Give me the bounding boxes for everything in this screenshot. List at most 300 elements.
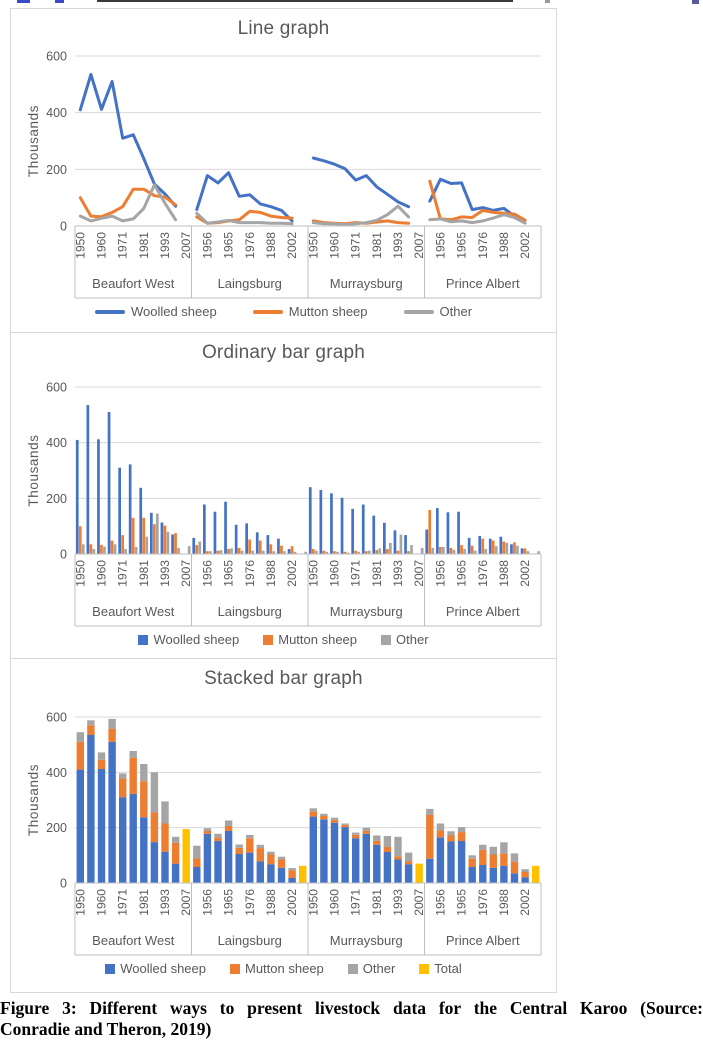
y-tick-label: 0: [60, 876, 67, 891]
x-axis: [73, 226, 541, 298]
series-stacked: [77, 719, 540, 883]
bar-other: [463, 549, 466, 554]
stack-mutton-sheep: [172, 843, 179, 864]
bar-mutton-sheep: [386, 549, 389, 554]
bar-other: [167, 532, 170, 554]
stack-woolled-sheep: [119, 797, 126, 883]
x-tick-label: 1950: [306, 889, 321, 916]
x-tick-label: 1988: [263, 560, 278, 587]
legend-swatch-woolled-sheep: [138, 635, 148, 645]
stack-mutton-sheep: [140, 781, 147, 817]
x-tick-label: 1981: [369, 889, 384, 916]
region-label: Beaufort West: [92, 604, 175, 619]
bar-woolled-sheep: [192, 538, 195, 554]
bar-woolled-sheep: [351, 509, 354, 554]
total-bar: [532, 866, 539, 883]
stack-woolled-sheep: [490, 868, 497, 883]
stack-other: [257, 845, 264, 848]
legend-item-label: Woolled sheep: [130, 304, 217, 319]
chart-card-stacked-bar-graph: [10, 658, 557, 993]
stack-other: [214, 834, 221, 838]
x-tick-label: 2002: [285, 560, 300, 587]
bar-mutton-sheep: [142, 518, 145, 554]
stack-mutton-sheep: [108, 729, 115, 742]
stack-other: [87, 720, 94, 725]
bar-other: [484, 549, 487, 554]
x-tick-label: 1976: [475, 560, 490, 587]
bar-woolled-sheep: [235, 525, 238, 554]
bar-other: [198, 542, 201, 555]
legend-item-label: Mutton sheep: [278, 632, 358, 647]
x-tick-label: 1956: [433, 560, 448, 587]
stack-other: [384, 836, 391, 847]
stack-mutton-sheep: [363, 831, 370, 834]
bar-woolled-sheep: [288, 549, 291, 554]
x-tick-label: 2007: [412, 560, 427, 587]
y-tick-label: 0: [60, 219, 67, 234]
stack-other: [225, 821, 232, 827]
stack-woolled-sheep: [447, 842, 454, 884]
bar-woolled-sheep: [171, 535, 174, 555]
bar-woolled-sheep: [372, 516, 375, 554]
bar-mutton-sheep: [90, 544, 93, 554]
stack-other: [331, 818, 338, 820]
bar-mutton-sheep: [227, 549, 230, 554]
legend-item: [105, 961, 206, 976]
bar-other: [93, 549, 96, 554]
stack-other: [130, 751, 137, 758]
legend-item: [404, 304, 473, 319]
legend-swatch-other: [348, 964, 358, 974]
bar-mutton-sheep: [195, 545, 198, 554]
line-mutton-sheep: [80, 189, 175, 217]
stack-woolled-sheep: [511, 873, 518, 883]
stack-other: [373, 835, 380, 841]
x-tick-label: 1993: [391, 560, 406, 587]
caption-line-2: Conradie and Theron, 2019): [0, 1019, 212, 1040]
bar-other: [124, 549, 127, 554]
bar-woolled-sheep: [309, 487, 312, 554]
x-tick-label: 1956: [433, 232, 448, 259]
bar-woolled-sheep: [267, 535, 270, 554]
bar-other: [442, 547, 445, 554]
x-tick-label: 1950: [73, 889, 88, 916]
stack-mutton-sheep: [161, 824, 168, 852]
x-tick-label: 2007: [179, 889, 194, 916]
region-label: Beaufort West: [92, 276, 175, 291]
stack-other: [521, 869, 528, 872]
stack-mutton-sheep: [331, 820, 338, 823]
x-tick-label: 2002: [285, 232, 300, 259]
x-tick-label: 1960: [327, 889, 342, 916]
x-tick-label: 1960: [94, 560, 109, 587]
stack-other: [426, 809, 433, 815]
region-label: Prince Albert: [445, 933, 520, 948]
cutoff-text-fragment: [55, 0, 64, 3]
stack-woolled-sheep: [246, 853, 253, 883]
bar-woolled-sheep: [436, 508, 439, 554]
x-tick-label: 1981: [136, 560, 151, 587]
stack-other: [288, 868, 295, 870]
legend-item-label: Other: [362, 961, 396, 976]
x-tick-label: 1988: [263, 232, 278, 259]
x-tick-label: 1960: [94, 232, 109, 259]
x-tick-label: 2002: [518, 889, 533, 916]
bar-other: [378, 548, 381, 554]
bar-woolled-sheep: [108, 412, 111, 554]
x-tick-label: 1956: [200, 560, 215, 587]
series-line: [80, 74, 525, 224]
chart-card-line-graph: [10, 8, 557, 333]
stack-woolled-sheep: [437, 837, 444, 883]
bar-mutton-sheep: [481, 539, 484, 554]
x-tick-label: 1971: [348, 232, 363, 259]
region-label: Laingsburg: [217, 276, 282, 291]
legend-item-label: Other: [439, 304, 473, 319]
stack-woolled-sheep: [204, 834, 211, 883]
legend-item: [263, 632, 357, 647]
bar-mutton-sheep: [428, 510, 431, 554]
stack-woolled-sheep: [267, 864, 274, 883]
stack-mutton-sheep: [193, 858, 200, 867]
x-tick-label: 1993: [158, 232, 173, 259]
stack-woolled-sheep: [479, 865, 486, 883]
x-tick-label: 1956: [433, 889, 448, 916]
x-tick-label: 2002: [518, 232, 533, 259]
bar-woolled-sheep: [383, 523, 386, 554]
bar-woolled-sheep: [214, 512, 217, 554]
x-tick-label: 2007: [179, 560, 194, 587]
bar-woolled-sheep: [129, 464, 132, 554]
x-tick-label: 1993: [391, 889, 406, 916]
y-axis-title: Thousands: [26, 434, 41, 507]
y-tick-label: 200: [46, 821, 67, 836]
y-axis-title: Thousands: [26, 763, 41, 837]
stack-mutton-sheep: [246, 838, 253, 852]
bar-mutton-sheep: [174, 533, 177, 554]
x-tick-label: 1993: [158, 889, 173, 916]
figure-caption: [0, 998, 703, 1041]
x-tick-label: 2002: [285, 889, 300, 916]
x-tick-label: 1965: [454, 889, 469, 916]
stack-other: [310, 808, 317, 811]
line-woolled-sheep: [313, 158, 408, 207]
bar-other: [188, 546, 191, 554]
bar-other: [103, 547, 106, 555]
bar-mutton-sheep: [111, 541, 114, 554]
legend-swatch-mutton-sheep: [263, 635, 273, 645]
bar-other: [516, 546, 519, 554]
stack-other: [479, 845, 486, 850]
stack-other: [267, 852, 274, 855]
stack-mutton-sheep: [310, 812, 317, 817]
bar-woolled-sheep: [161, 523, 164, 555]
stack-woolled-sheep: [257, 861, 264, 883]
stack-woolled-sheep: [108, 742, 115, 883]
bar-woolled-sheep: [97, 439, 100, 554]
line-woolled-sheep: [80, 74, 175, 206]
bar-other: [506, 543, 509, 554]
ordinary-bar-graph-plot-svg: [11, 333, 556, 658]
bar-mutton-sheep: [503, 542, 506, 555]
stack-other: [172, 837, 179, 843]
stack-mutton-sheep: [447, 835, 454, 841]
chart-legend: [11, 304, 556, 319]
x-axis: [73, 883, 541, 955]
stack-other: [204, 828, 211, 831]
bar-mutton-sheep: [132, 518, 135, 554]
bar-mutton-sheep: [280, 546, 283, 554]
stack-woolled-sheep: [151, 842, 158, 883]
legend-item-label: Woolled sheep: [153, 632, 240, 647]
stack-woolled-sheep: [77, 770, 84, 883]
bar-woolled-sheep: [425, 530, 428, 555]
region-label: Murraysburg: [329, 933, 403, 948]
stack-other: [437, 824, 444, 831]
legend-swatch-mutton-sheep: [253, 310, 283, 314]
stack-mutton-sheep: [236, 848, 243, 854]
stack-woolled-sheep: [394, 860, 401, 884]
bar-mutton-sheep: [513, 542, 516, 554]
bar-mutton-sheep: [460, 545, 463, 554]
bar-other: [400, 535, 403, 555]
x-tick-label: 1956: [200, 232, 215, 259]
region-label: Laingsburg: [217, 933, 282, 948]
x-tick-label: 1988: [263, 889, 278, 916]
y-tick-label: 400: [46, 106, 67, 121]
stack-mutton-sheep: [373, 841, 380, 845]
x-tick-label: 1976: [475, 232, 490, 259]
legend-swatch-other: [404, 310, 434, 314]
bar-other: [177, 548, 180, 554]
legend-swatch-mutton-sheep: [230, 964, 240, 974]
legend-item-label: Mutton sheep: [288, 304, 368, 319]
series-bar: [76, 405, 540, 554]
bar-other: [82, 544, 85, 554]
x-tick-label: 1950: [306, 232, 321, 259]
stack-other: [98, 752, 105, 760]
bar-woolled-sheep: [277, 539, 280, 554]
stack-woolled-sheep: [405, 864, 412, 883]
legend-swatch-other: [381, 635, 391, 645]
bar-mutton-sheep: [375, 550, 378, 554]
x-tick-label: 1981: [136, 889, 151, 916]
x-tick-label: 1976: [475, 889, 490, 916]
y-axis: [26, 50, 541, 234]
bar-mutton-sheep: [248, 540, 251, 555]
bar-woolled-sheep: [500, 537, 503, 554]
stack-other: [341, 824, 348, 825]
legend-item-label: Other: [396, 632, 429, 647]
stack-woolled-sheep: [288, 878, 295, 883]
stack-other: [151, 772, 158, 812]
bar-other: [495, 546, 498, 554]
bar-woolled-sheep: [203, 505, 206, 555]
x-tick-label: 1960: [327, 560, 342, 587]
stack-woolled-sheep: [458, 841, 465, 883]
legend-swatch-total: [419, 964, 429, 974]
cutoff-text-fragment: [545, 0, 550, 3]
bar-other: [230, 548, 233, 554]
total-bar: [299, 866, 306, 883]
stack-other: [469, 855, 476, 858]
x-tick-label: 1988: [496, 889, 511, 916]
bar-other: [114, 544, 117, 554]
y-tick-label: 200: [46, 491, 67, 506]
stack-mutton-sheep: [352, 835, 359, 838]
chart-title: Stacked bar graph: [204, 668, 363, 689]
bar-woolled-sheep: [362, 505, 365, 555]
stack-other: [352, 833, 359, 835]
bar-mutton-sheep: [312, 549, 315, 554]
stack-woolled-sheep: [236, 854, 243, 883]
x-tick-label: 1965: [454, 560, 469, 587]
cutoff-text-fragment: [97, 0, 513, 2]
bar-other: [431, 548, 434, 554]
x-tick-label: 1965: [221, 560, 236, 587]
bar-mutton-sheep: [524, 548, 527, 554]
bar-woolled-sheep: [139, 488, 142, 554]
stack-other: [458, 827, 465, 832]
legend-item: [253, 304, 368, 319]
stack-mutton-sheep: [119, 778, 126, 797]
bar-mutton-sheep: [259, 541, 262, 554]
x-tick-label: 2007: [179, 232, 194, 259]
bar-woolled-sheep: [478, 536, 481, 554]
stack-woolled-sheep: [521, 878, 528, 884]
legend-item: [95, 304, 217, 319]
region-label: Prince Albert: [445, 276, 520, 291]
y-tick-label: 600: [46, 710, 67, 725]
x-tick-label: 1971: [348, 889, 363, 916]
stack-mutton-sheep: [521, 872, 528, 878]
stack-mutton-sheep: [204, 831, 211, 834]
bar-woolled-sheep: [224, 502, 227, 554]
stack-other: [119, 773, 126, 778]
x-tick-label: 1950: [73, 560, 88, 587]
stack-mutton-sheep: [288, 870, 295, 878]
bar-mutton-sheep: [79, 526, 82, 554]
region-label: Murraysburg: [329, 276, 403, 291]
bar-mutton-sheep: [471, 546, 474, 554]
legend-swatch-woolled-sheep: [95, 310, 125, 314]
x-axis: [73, 554, 541, 626]
bar-mutton-sheep: [164, 526, 167, 554]
y-axis-title: Thousands: [26, 104, 41, 178]
bar-woolled-sheep: [87, 405, 90, 554]
stack-woolled-sheep: [341, 827, 348, 883]
bar-other: [410, 545, 413, 554]
bar-mutton-sheep: [121, 535, 124, 554]
stack-other: [511, 853, 518, 861]
bar-mutton-sheep: [238, 548, 241, 554]
stack-mutton-sheep: [214, 838, 221, 841]
line-mutton-sheep: [430, 181, 525, 220]
bar-other: [220, 550, 223, 554]
stack-mutton-sheep: [469, 859, 476, 867]
bar-mutton-sheep: [291, 546, 294, 554]
x-tick-label: 1965: [221, 232, 236, 259]
stack-woolled-sheep: [363, 834, 370, 883]
y-tick-label: 400: [46, 436, 67, 451]
x-tick-label: 1993: [391, 232, 406, 259]
stack-mutton-sheep: [511, 862, 518, 874]
x-tick-label: 1971: [115, 232, 130, 259]
stack-other: [490, 847, 497, 855]
bar-woolled-sheep: [118, 468, 121, 554]
x-tick-label: 1981: [369, 560, 384, 587]
stack-other: [193, 846, 200, 859]
x-tick-label: 1965: [454, 232, 469, 259]
stack-mutton-sheep: [225, 826, 232, 831]
stack-woolled-sheep: [320, 819, 327, 883]
stack-mutton-sheep: [87, 725, 94, 735]
bar-woolled-sheep: [256, 532, 259, 554]
stack-other: [447, 831, 454, 835]
x-tick-label: 1960: [327, 232, 342, 259]
stack-mutton-sheep: [500, 853, 507, 866]
x-tick-label: 1976: [242, 889, 257, 916]
bar-mutton-sheep: [439, 547, 442, 554]
stack-other: [161, 801, 168, 823]
legend-item-label: Total: [434, 961, 462, 976]
y-tick-label: 200: [46, 162, 67, 177]
stack-mutton-sheep: [320, 816, 327, 819]
stack-mutton-sheep: [151, 812, 158, 842]
bar-woolled-sheep: [457, 512, 460, 554]
stack-woolled-sheep: [214, 841, 221, 883]
stack-other: [108, 719, 115, 729]
stack-woolled-sheep: [331, 823, 338, 883]
region-label: Beaufort West: [92, 933, 175, 948]
chart-legend: [11, 632, 556, 647]
bar-woolled-sheep: [489, 539, 492, 554]
region-label: Prince Albert: [445, 604, 520, 619]
total-bar: [183, 829, 190, 883]
bar-woolled-sheep: [320, 490, 323, 554]
x-tick-label: 1976: [242, 560, 257, 587]
stack-mutton-sheep: [384, 847, 391, 852]
bar-mutton-sheep: [153, 524, 156, 554]
x-tick-label: 2002: [518, 560, 533, 587]
x-tick-label: 2007: [412, 889, 427, 916]
x-tick-label: 1988: [496, 560, 511, 587]
bar-woolled-sheep: [521, 548, 524, 554]
bar-mutton-sheep: [270, 544, 273, 554]
x-tick-label: 1950: [73, 232, 88, 259]
cutoff-text-fragment: [692, 0, 699, 4]
stack-woolled-sheep: [193, 867, 200, 883]
stack-woolled-sheep: [87, 735, 94, 883]
legend-swatch-woolled-sheep: [105, 964, 115, 974]
y-tick-label: 400: [46, 765, 67, 780]
stack-mutton-sheep: [257, 848, 264, 861]
bar-mutton-sheep: [100, 545, 103, 554]
stack-woolled-sheep: [130, 794, 137, 883]
bar-other: [135, 547, 138, 554]
legend-item-label: Mutton sheep: [245, 961, 324, 976]
x-tick-label: 2007: [412, 232, 427, 259]
bar-woolled-sheep: [468, 538, 471, 554]
legend-item-label: Woolled sheep: [120, 961, 206, 976]
stack-other: [236, 845, 243, 848]
stack-mutton-sheep: [130, 758, 137, 794]
stack-woolled-sheep: [310, 817, 317, 883]
legend-item: [381, 632, 429, 647]
stack-woolled-sheep: [140, 817, 147, 883]
stack-mutton-sheep: [278, 860, 285, 868]
stack-mutton-sheep: [267, 855, 274, 865]
